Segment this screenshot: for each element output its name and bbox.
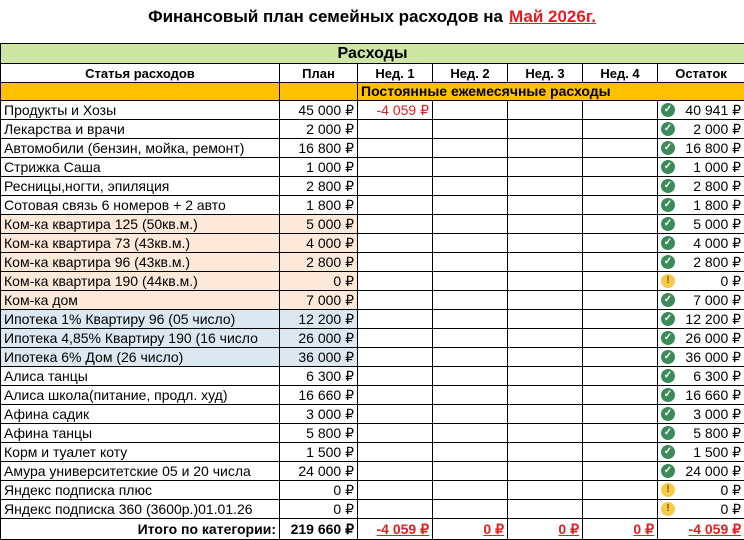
row-plan-cell[interactable]: 0 ₽ xyxy=(280,481,358,500)
table-row xyxy=(1,424,744,443)
table-row xyxy=(1,177,744,196)
row-rest-cell[interactable] xyxy=(658,386,744,405)
row-week4-cell[interactable] xyxy=(583,158,658,177)
row-week4-cell[interactable] xyxy=(583,462,658,481)
check-circle-icon: ✓ xyxy=(661,464,675,478)
check-circle-icon: ✓ xyxy=(661,369,675,383)
row-week1-cell[interactable] xyxy=(358,291,433,310)
row-name-cell[interactable]: Лекарства и врачи xyxy=(1,120,280,139)
row-week2-cell[interactable] xyxy=(433,215,508,234)
row-week1-cell[interactable] xyxy=(358,405,433,424)
row-rest-value: 4 000 ₽ xyxy=(693,234,742,251)
row-week3-cell[interactable] xyxy=(508,329,583,348)
row-week3-cell[interactable] xyxy=(508,500,583,519)
row-name-cell[interactable]: Ипотека 4,85% Квартиру 190 (16 число xyxy=(1,329,280,348)
row-week2-cell[interactable] xyxy=(433,367,508,386)
row-week2-cell[interactable] xyxy=(433,158,508,177)
row-rest-value: 3 000 ₽ xyxy=(693,405,742,422)
row-rest-value: 0 ₽ xyxy=(720,272,742,289)
row-week4-cell[interactable] xyxy=(583,234,658,253)
expenses-table xyxy=(0,43,744,540)
row-rest-cell[interactable] xyxy=(658,405,744,424)
expenses-band-cell[interactable]: Расходы xyxy=(1,44,744,64)
row-rest-cell[interactable] xyxy=(658,177,744,196)
row-week1-cell[interactable] xyxy=(358,158,433,177)
row-week1-cell[interactable] xyxy=(358,196,433,215)
row-rest-cell[interactable] xyxy=(658,367,744,386)
row-week4-cell[interactable] xyxy=(583,177,658,196)
check-circle-icon: ✓ xyxy=(661,445,675,459)
row-week3-cell[interactable] xyxy=(508,120,583,139)
row-week3-cell[interactable] xyxy=(508,101,583,120)
row-plan-cell[interactable]: 26 000 ₽ xyxy=(280,329,358,348)
row-week4-cell[interactable] xyxy=(583,120,658,139)
header-cell-week4[interactable]: Нед. 4 xyxy=(583,64,658,83)
row-week3-cell[interactable] xyxy=(508,234,583,253)
row-name-cell[interactable]: Ком-ка квартира 125 (50кв.м.) xyxy=(1,215,280,234)
row-name-cell[interactable]: Яндекс подписка 360 (3600р.)01.01.26 xyxy=(1,500,280,519)
table-row xyxy=(1,329,744,348)
row-rest-value: 2 000 ₽ xyxy=(693,120,742,137)
row-rest-cell[interactable] xyxy=(658,500,744,519)
row-rest-cell[interactable] xyxy=(658,424,744,443)
row-week3-cell[interactable] xyxy=(508,424,583,443)
row-rest-value: 16 800 ₽ xyxy=(685,139,742,156)
row-name-cell[interactable]: Автомобили (бензин, мойка, ремонт) xyxy=(1,139,280,158)
table-row xyxy=(1,386,744,405)
row-rest-cell[interactable] xyxy=(658,234,744,253)
row-week2-cell[interactable] xyxy=(433,348,508,367)
row-rest-cell[interactable] xyxy=(658,462,744,481)
row-week2-cell[interactable] xyxy=(433,405,508,424)
header-cell-week2[interactable]: Нед. 2 xyxy=(433,64,508,83)
row-rest-cell[interactable] xyxy=(658,348,744,367)
row-plan-cell[interactable]: 1 500 ₽ xyxy=(280,443,358,462)
row-week3-cell[interactable] xyxy=(508,196,583,215)
row-week1-cell[interactable] xyxy=(358,310,433,329)
check-circle-icon: ✓ xyxy=(661,122,675,136)
section-row xyxy=(1,83,744,101)
row-week2-cell[interactable] xyxy=(433,443,508,462)
row-week3-cell[interactable] xyxy=(508,253,583,272)
check-circle-icon: ✓ xyxy=(661,312,675,326)
table-row xyxy=(1,481,744,500)
header-cell-item[interactable]: Статья расходов xyxy=(1,64,280,83)
row-week2-cell[interactable] xyxy=(433,120,508,139)
row-week4-cell[interactable] xyxy=(583,481,658,500)
expenses-band-row xyxy=(1,44,744,64)
section-empty-cell[interactable] xyxy=(280,83,358,101)
table-row xyxy=(1,253,744,272)
row-week1-cell[interactable] xyxy=(358,120,433,139)
row-week2-cell[interactable] xyxy=(433,481,508,500)
row-week2-cell[interactable] xyxy=(433,310,508,329)
row-rest-value: 1 800 ₽ xyxy=(693,196,742,213)
row-name-cell[interactable]: Афина садик xyxy=(1,405,280,424)
row-week1-cell[interactable] xyxy=(358,272,433,291)
title-text: Финансовый план семейных расходов на xyxy=(148,7,503,26)
row-week2-cell[interactable] xyxy=(433,253,508,272)
header-cell-plan[interactable]: План xyxy=(280,64,358,83)
row-week2-cell[interactable] xyxy=(433,234,508,253)
check-circle-icon: ✓ xyxy=(661,103,675,117)
table-row xyxy=(1,139,744,158)
row-rest-cell[interactable] xyxy=(658,443,744,462)
row-name-cell[interactable]: Продукты и Хозы xyxy=(1,101,280,120)
row-rest-value: 7 000 ₽ xyxy=(693,291,742,308)
total-week2[interactable]: 0 ₽ xyxy=(433,519,508,540)
check-circle-icon: ✓ xyxy=(661,141,675,155)
total-plan[interactable]: 219 660 ₽ xyxy=(280,519,358,540)
row-week4-cell[interactable] xyxy=(583,101,658,120)
check-circle-icon: ✓ xyxy=(661,350,675,364)
table-row xyxy=(1,101,744,120)
table-row xyxy=(1,215,744,234)
row-week2-cell[interactable] xyxy=(433,139,508,158)
row-week2-cell[interactable] xyxy=(433,196,508,215)
table-row xyxy=(1,462,744,481)
row-name-cell[interactable]: Стрижка Саша xyxy=(1,158,280,177)
row-week2-cell[interactable] xyxy=(433,462,508,481)
row-week4-cell[interactable] xyxy=(583,500,658,519)
row-week1-cell[interactable] xyxy=(358,329,433,348)
table-row xyxy=(1,367,744,386)
check-circle-icon: ✓ xyxy=(661,198,675,212)
row-week3-cell[interactable] xyxy=(508,215,583,234)
table-row xyxy=(1,158,744,177)
row-rest-cell[interactable] xyxy=(658,272,744,291)
row-plan-cell[interactable]: 4 000 ₽ xyxy=(280,234,358,253)
row-plan-cell[interactable]: 0 ₽ xyxy=(280,500,358,519)
row-week3-cell[interactable] xyxy=(508,272,583,291)
row-name-cell[interactable]: Ипотека 6% Дом (26 число) xyxy=(1,348,280,367)
row-week1-cell[interactable]: -4 059 ₽ xyxy=(358,101,433,120)
table-row xyxy=(1,348,744,367)
header-cell-week3[interactable]: Нед. 3 xyxy=(508,64,583,83)
check-circle-icon: ✓ xyxy=(661,179,675,193)
row-plan-cell[interactable]: 24 000 ₽ xyxy=(280,462,358,481)
row-name-cell[interactable]: Ком-ка дом xyxy=(1,291,280,310)
row-rest-value: 6 300 ₽ xyxy=(693,367,742,384)
exclamation-circle-icon: ! xyxy=(661,502,675,516)
row-week4-cell[interactable] xyxy=(583,139,658,158)
check-circle-icon: ✓ xyxy=(661,293,675,307)
row-plan-cell[interactable]: 16 660 ₽ xyxy=(280,386,358,405)
row-plan-cell[interactable]: 6 300 ₽ xyxy=(280,367,358,386)
row-name-cell[interactable]: Афина танцы xyxy=(1,424,280,443)
row-name-cell[interactable]: Яндекс подписка плюс xyxy=(1,481,280,500)
column-header-row xyxy=(1,64,744,83)
row-name-cell[interactable]: Сотовая связь 6 номеров + 2 авто xyxy=(1,196,280,215)
section-label[interactable]: Постоянные ежемесячные расходы xyxy=(358,83,744,101)
row-week4-cell[interactable] xyxy=(583,215,658,234)
row-plan-cell[interactable]: 36 000 ₽ xyxy=(280,348,358,367)
row-plan-cell[interactable]: 2 800 ₽ xyxy=(280,177,358,196)
row-rest-value: 0 ₽ xyxy=(720,500,742,517)
row-week4-cell[interactable] xyxy=(583,329,658,348)
table-row xyxy=(1,120,744,139)
title-month[interactable]: Май 2026г. xyxy=(509,7,596,26)
row-week1-cell[interactable] xyxy=(358,215,433,234)
row-rest-value: 24 000 ₽ xyxy=(685,462,742,479)
row-week1-cell[interactable] xyxy=(358,177,433,196)
row-week1-cell[interactable] xyxy=(358,139,433,158)
total-rest[interactable]: -4 059 ₽ xyxy=(658,519,744,540)
row-week4-cell[interactable] xyxy=(583,253,658,272)
row-plan-cell[interactable]: 3 000 ₽ xyxy=(280,405,358,424)
row-week4-cell[interactable] xyxy=(583,272,658,291)
row-name-cell[interactable]: Ипотека 1% Квартиру 96 (05 число) xyxy=(1,310,280,329)
row-week4-cell[interactable] xyxy=(583,291,658,310)
row-rest-cell[interactable] xyxy=(658,329,744,348)
row-rest-value: 36 000 ₽ xyxy=(685,348,742,365)
total-week3[interactable]: 0 ₽ xyxy=(508,519,583,540)
check-circle-icon: ✓ xyxy=(661,331,675,345)
row-week3-cell[interactable] xyxy=(508,481,583,500)
total-week1[interactable]: -4 059 ₽ xyxy=(358,519,433,540)
row-plan-cell[interactable]: 0 ₽ xyxy=(280,272,358,291)
header-cell-rest[interactable]: Остаток xyxy=(658,64,744,83)
row-week3-cell[interactable] xyxy=(508,291,583,310)
expense-rows xyxy=(1,101,744,519)
row-week1-cell[interactable] xyxy=(358,367,433,386)
row-plan-cell[interactable]: 12 200 ₽ xyxy=(280,310,358,329)
row-week2-cell[interactable] xyxy=(433,500,508,519)
check-circle-icon: ✓ xyxy=(661,160,675,174)
check-circle-icon: ✓ xyxy=(661,236,675,250)
row-week2-cell[interactable] xyxy=(433,386,508,405)
row-rest-cell[interactable] xyxy=(658,481,744,500)
row-week1-cell[interactable] xyxy=(358,500,433,519)
row-week4-cell[interactable] xyxy=(583,310,658,329)
check-circle-icon: ✓ xyxy=(661,255,675,269)
row-rest-cell[interactable] xyxy=(658,196,744,215)
total-label[interactable]: Итого по категории: xyxy=(1,519,280,540)
row-week1-cell[interactable] xyxy=(358,234,433,253)
row-rest-value: 40 941 ₽ xyxy=(685,101,742,118)
page-title xyxy=(0,0,744,34)
row-name-cell[interactable]: Ком-ка квартира 190 (44кв.м.) xyxy=(1,272,280,291)
row-week4-cell[interactable] xyxy=(583,443,658,462)
table-row xyxy=(1,500,744,519)
exclamation-circle-icon: ! xyxy=(661,483,675,497)
row-rest-cell[interactable] xyxy=(658,120,744,139)
row-name-cell[interactable]: Амура университетские 05 и 20 числа xyxy=(1,462,280,481)
row-week2-cell[interactable] xyxy=(433,177,508,196)
row-rest-cell[interactable] xyxy=(658,253,744,272)
row-week2-cell[interactable] xyxy=(433,424,508,443)
row-plan-cell[interactable]: 5 000 ₽ xyxy=(280,215,358,234)
table-row xyxy=(1,234,744,253)
row-name-cell[interactable]: Алиса танцы xyxy=(1,367,280,386)
row-rest-cell[interactable] xyxy=(658,101,744,120)
table-row xyxy=(1,310,744,329)
row-rest-value: 2 800 ₽ xyxy=(693,253,742,270)
row-rest-cell[interactable] xyxy=(658,215,744,234)
row-week4-cell[interactable] xyxy=(583,424,658,443)
table-row xyxy=(1,443,744,462)
row-rest-value: 5 000 ₽ xyxy=(693,215,742,232)
check-circle-icon: ✓ xyxy=(661,388,675,402)
row-week3-cell[interactable] xyxy=(508,405,583,424)
row-rest-value: 2 800 ₽ xyxy=(693,177,742,194)
row-week3-cell[interactable] xyxy=(508,139,583,158)
row-week1-cell[interactable] xyxy=(358,253,433,272)
row-plan-cell[interactable]: 2 000 ₽ xyxy=(280,120,358,139)
row-rest-cell[interactable] xyxy=(658,291,744,310)
row-week2-cell[interactable] xyxy=(433,101,508,120)
row-week3-cell[interactable] xyxy=(508,158,583,177)
row-rest-value: 1 500 ₽ xyxy=(693,443,742,460)
row-rest-value: 5 800 ₽ xyxy=(693,424,742,441)
total-week4[interactable]: 0 ₽ xyxy=(583,519,658,540)
row-week1-cell[interactable] xyxy=(358,424,433,443)
spacer-row xyxy=(0,34,744,43)
row-rest-cell[interactable] xyxy=(658,139,744,158)
check-circle-icon: ✓ xyxy=(661,407,675,421)
table-row xyxy=(1,291,744,310)
row-week3-cell[interactable] xyxy=(508,462,583,481)
row-week2-cell[interactable] xyxy=(433,291,508,310)
table-row xyxy=(1,272,744,291)
row-rest-value: 1 000 ₽ xyxy=(693,158,742,175)
row-week4-cell[interactable] xyxy=(583,386,658,405)
row-rest-value: 26 000 ₽ xyxy=(685,329,742,346)
section-empty-cell[interactable] xyxy=(1,83,280,101)
row-rest-value: 12 200 ₽ xyxy=(685,310,742,327)
row-name-cell[interactable]: Ресницы,ногти, эпиляция xyxy=(1,177,280,196)
row-name-cell[interactable]: Ком-ка квартира 96 (43кв.м.) xyxy=(1,253,280,272)
table-row xyxy=(1,196,744,215)
row-name-cell[interactable]: Корм и туалет коту xyxy=(1,443,280,462)
row-week3-cell[interactable] xyxy=(508,177,583,196)
row-rest-cell[interactable] xyxy=(658,158,744,177)
row-plan-cell[interactable]: 1 800 ₽ xyxy=(280,196,358,215)
row-plan-cell[interactable]: 2 800 ₽ xyxy=(280,253,358,272)
row-week1-cell[interactable] xyxy=(358,443,433,462)
row-name-cell[interactable]: Алиса школа(питание, продл. худ) xyxy=(1,386,280,405)
row-week3-cell[interactable] xyxy=(508,310,583,329)
row-week2-cell[interactable] xyxy=(433,329,508,348)
header-cell-week1[interactable]: Нед. 1 xyxy=(358,64,433,83)
row-week4-cell[interactable] xyxy=(583,196,658,215)
exclamation-circle-icon: ! xyxy=(661,274,675,288)
row-week3-cell[interactable] xyxy=(508,386,583,405)
check-circle-icon: ✓ xyxy=(661,217,675,231)
row-week3-cell[interactable] xyxy=(508,367,583,386)
row-week1-cell[interactable] xyxy=(358,462,433,481)
row-week2-cell[interactable] xyxy=(433,272,508,291)
row-plan-cell[interactable]: 7 000 ₽ xyxy=(280,291,358,310)
row-week3-cell[interactable] xyxy=(508,348,583,367)
check-circle-icon: ✓ xyxy=(661,426,675,440)
row-rest-value: 16 660 ₽ xyxy=(685,386,742,403)
row-week1-cell[interactable] xyxy=(358,348,433,367)
row-name-cell[interactable]: Ком-ка квартира 73 (43кв.м.) xyxy=(1,234,280,253)
row-week3-cell[interactable] xyxy=(508,443,583,462)
row-week4-cell[interactable] xyxy=(583,367,658,386)
total-row xyxy=(1,519,744,540)
row-plan-cell[interactable]: 1 000 ₽ xyxy=(280,158,358,177)
row-plan-cell[interactable]: 16 800 ₽ xyxy=(280,139,358,158)
row-week1-cell[interactable] xyxy=(358,386,433,405)
row-week1-cell[interactable] xyxy=(358,481,433,500)
table-row xyxy=(1,405,744,424)
row-week4-cell[interactable] xyxy=(583,405,658,424)
row-rest-value: 0 ₽ xyxy=(720,481,742,498)
row-plan-cell[interactable]: 5 800 ₽ xyxy=(280,424,358,443)
row-plan-cell[interactable]: 45 000 ₽ xyxy=(280,101,358,120)
row-week4-cell[interactable] xyxy=(583,348,658,367)
row-rest-cell[interactable] xyxy=(658,310,744,329)
